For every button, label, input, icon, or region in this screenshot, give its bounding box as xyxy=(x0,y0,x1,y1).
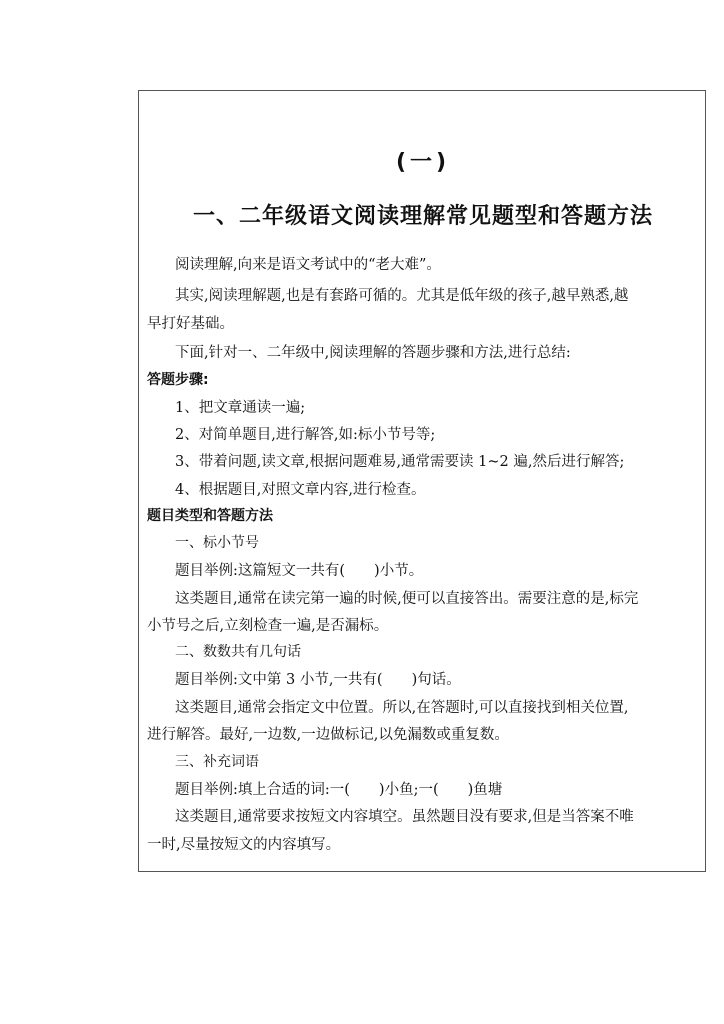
intro-line-4: 下面,针对一、二年级中,阅读理解的答题步骤和方法,进行总结: xyxy=(175,345,571,361)
section-1-title: 一、标小节号 xyxy=(175,535,259,551)
section-3-body-1: 这类题目,通常要求按短文内容填空。虽然题目没有要求,但是当答案不唯 xyxy=(175,809,634,825)
intro-line-2: 其实,阅读理解题,也是有套路可循的。尤其是低年级的孩子,越早熟悉,越 xyxy=(175,288,629,304)
intro-line-1: 阅读理解,向来是语文考试中的“老大难”。 xyxy=(175,257,441,273)
section-3-body-2: 一时,尽量按短文的内容填写。 xyxy=(147,837,341,853)
step-3: 3、带着问题,读文章,根据问题难易,通常需要读 1~2 遍,然后进行解答; xyxy=(175,454,625,470)
section-2-title: 二、数数共有几句话 xyxy=(175,644,301,660)
section-2-example: 题目举例:文中第 3 小节,一共有( )句话。 xyxy=(175,672,461,688)
document-frame xyxy=(138,90,706,872)
title-number: (一) xyxy=(395,150,451,175)
document-title: 一、二年级语文阅读理解常见题型和答题方法 xyxy=(192,204,653,229)
step-4: 4、根据题目,对照文章内容,进行检查。 xyxy=(175,482,426,498)
steps-heading: 答题步骤: xyxy=(147,372,209,388)
intro-line-3: 早打好基础。 xyxy=(147,316,234,332)
section-3-example: 题目举例:填上合适的词:一( )小鱼;一( )鱼塘 xyxy=(175,782,503,798)
section-1-body-2: 小节号之后,立刻检查一遍,是否漏标。 xyxy=(147,618,389,634)
section-1-example: 题目举例:这篇短文一共有( )小节。 xyxy=(175,563,424,579)
types-heading: 题目类型和答题方法 xyxy=(147,508,273,524)
section-2-body-2: 进行解答。最好,一边数,一边做标记,以免漏数或重复数。 xyxy=(147,727,509,743)
section-3-title: 三、补充词语 xyxy=(175,754,259,770)
section-2-body-1: 这类题目,通常会指定文中位置。所以,在答题时,可以直接找到相关位置, xyxy=(175,700,629,716)
step-2: 2、对简单题目,进行解答,如:标小节号等; xyxy=(175,427,436,443)
step-1: 1、把文章通读一遍; xyxy=(175,400,306,416)
section-1-body-1: 这类题目,通常在读完第一遍的时候,便可以直接答出。需要注意的是,标完 xyxy=(175,591,639,607)
